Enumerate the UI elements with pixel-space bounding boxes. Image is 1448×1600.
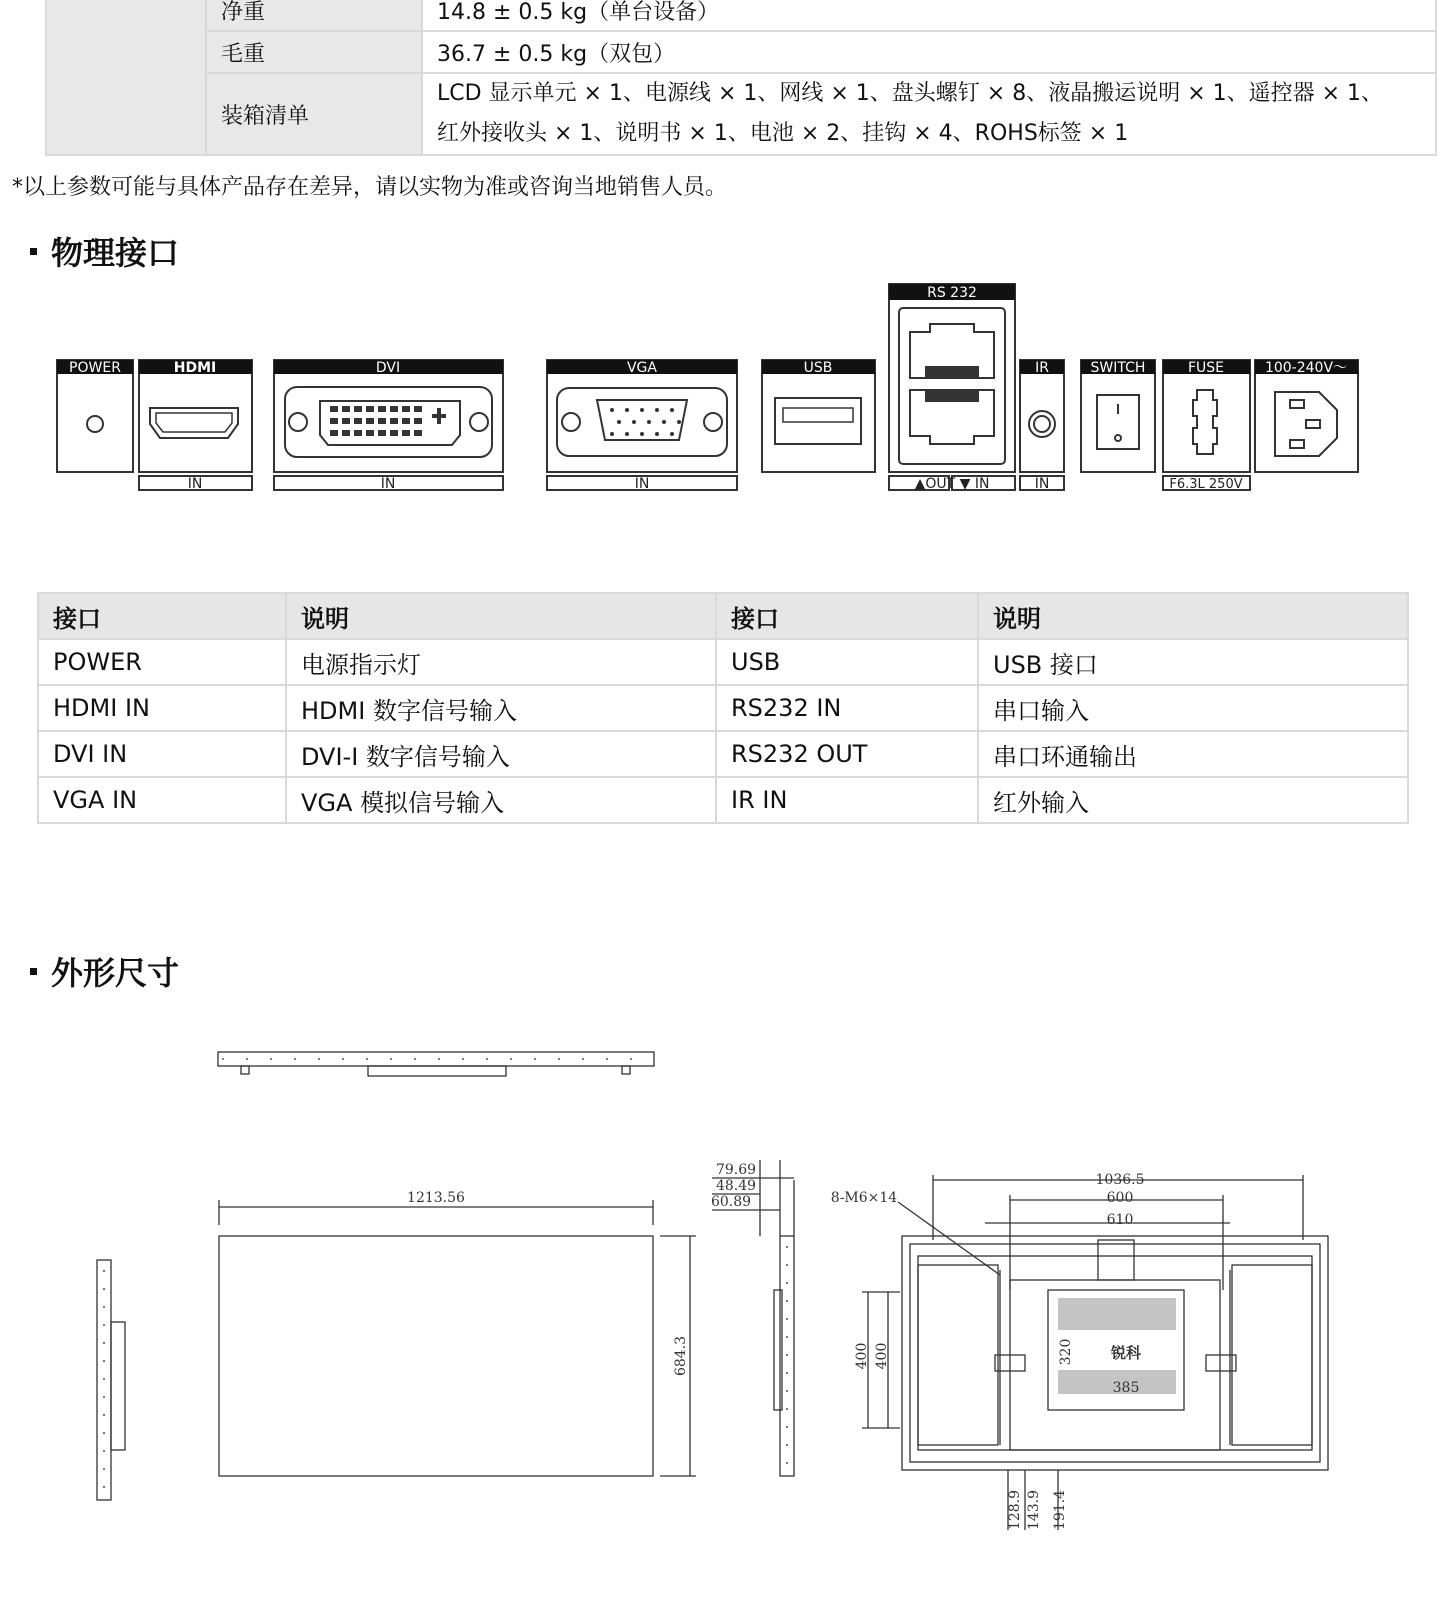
spec-value (422, 73, 1436, 155)
dim-bottom-2: 143.9 (1026, 1489, 1042, 1531)
top-view (218, 1052, 654, 1066)
label-dvi-in: IN (380, 476, 396, 492)
dim-width: 1213.56 (407, 1190, 465, 1206)
spec-note: *以上参数可能与具体产品存在差异，请以实物为准或咨询当地销售人员。 (12, 175, 728, 200)
table-cell: DVI IN (38, 731, 286, 777)
label-ac: 100-240V～ (1264, 360, 1348, 376)
dim-screw: 8-M6×14 (830, 1190, 898, 1206)
table-cell: 串口输入 (978, 685, 1408, 731)
table-cell: USB (716, 639, 978, 685)
ir-jack-icon (1029, 411, 1055, 437)
dim-vesa-400b: 400 (874, 1342, 890, 1370)
dvi-port (274, 360, 503, 472)
spec-category (46, 0, 206, 155)
label-rs232-outin: ▲OUT ▼ IN (914, 476, 990, 492)
table-cell: 电源指示灯 (286, 639, 716, 685)
table-row (38, 731, 1408, 777)
table-cell: RS232 OUT (716, 731, 978, 777)
ports-header: 说明 (978, 593, 1408, 639)
fuse-holder-icon (1193, 390, 1217, 454)
label-power: POWER (69, 360, 121, 376)
spec-value: 36.7 ± 0.5 kg（双包） (422, 31, 1436, 73)
label-switch: SWITCH (1090, 360, 1146, 376)
dim-rear-width: 1036.5 (1095, 1172, 1145, 1188)
label-usb: USB (803, 360, 833, 376)
dim-bottom-1: 128.9 (1007, 1489, 1023, 1531)
label-fuse: FUSE (1187, 360, 1225, 376)
table-cell: HDMI 数字信号输入 (286, 685, 716, 731)
ports-header: 接口 (38, 593, 286, 639)
dimension-drawings (0, 1040, 1448, 1600)
spec-label: 毛重 (206, 31, 422, 73)
label-rs232: RS 232 (927, 285, 977, 301)
brand-logo: 锐科 (1110, 1344, 1142, 1362)
table-cell: HDMI IN (38, 685, 286, 731)
dim-rail-610: 610 (1106, 1212, 1134, 1228)
power-led-icon (87, 416, 103, 432)
table-cell: USB 接口 (978, 639, 1408, 685)
packing-line-1: LCD 显示单元 × 1、电源线 × 1、网线 × 1、盘头螺钉 × 8、液晶搬运说明 × 1、遥控器 × 1、 (437, 81, 1384, 106)
dim-height: 684.3 (673, 1335, 689, 1377)
table-cell: POWER (38, 639, 286, 685)
table-cell: 串口环通输出 (978, 731, 1408, 777)
dim-box-320: 320 (1058, 1338, 1074, 1366)
table-cell: IR IN (716, 777, 978, 823)
label-hdmi: HDMI (173, 360, 217, 376)
table-cell: VGA IN (38, 777, 286, 823)
table-cell: VGA 模拟信号输入 (286, 777, 716, 823)
spec-label: 装箱清单 (206, 73, 422, 155)
label-fuse-rating: F6.3L 250V (1169, 477, 1243, 492)
front-view (219, 1236, 653, 1476)
label-ir-in: IN (1034, 476, 1050, 492)
table-row (38, 685, 1408, 731)
vga-connector-icon (557, 388, 727, 456)
usb-connector-icon (775, 398, 861, 444)
label-hdmi-in: IN (187, 476, 203, 492)
ports-header: 说明 (286, 593, 716, 639)
switch-port (1081, 360, 1155, 472)
fuse-port (1163, 360, 1250, 472)
table-row (38, 777, 1408, 823)
dim-depth-c: 60.89 (710, 1194, 752, 1210)
section-title-dimensions: 外形尺寸 (30, 948, 179, 994)
section-title-ports: 物理接口 (30, 228, 179, 274)
usb-port (762, 360, 875, 472)
bullet-icon (30, 968, 37, 975)
ports-header: 接口 (716, 593, 978, 639)
table-cell: DVI-I 数字信号输入 (286, 731, 716, 777)
dim-depth-a: 79.69 (715, 1162, 757, 1178)
table-row (38, 639, 1408, 685)
label-ir: IR (1035, 360, 1049, 376)
table-cell: RS232 IN (716, 685, 978, 731)
bullet-icon (30, 248, 37, 255)
dim-box-385: 385 (1112, 1380, 1140, 1396)
rear-panel-diagram (0, 280, 1448, 510)
spec-label: 净重 (206, 0, 422, 31)
label-vga-in: IN (634, 476, 650, 492)
label-dvi: DVI (375, 360, 401, 376)
dim-bottom-3: 191.4 (1052, 1489, 1068, 1531)
packing-line-2: 红外接收头 × 1、说明书 × 1、电池 × 2、挂钩 × 4、ROHS标签 × 1 (437, 121, 1129, 146)
spec-value: 14.8 ± 0.5 kg（单台设备） (422, 0, 1436, 31)
dim-vesa-400a: 400 (854, 1342, 870, 1370)
ports-table (37, 592, 1409, 824)
label-vga: VGA (626, 360, 658, 376)
dim-depth-b: 48.49 (715, 1178, 757, 1194)
spec-table (45, 0, 1437, 156)
dim-vesa-600: 600 (1106, 1190, 1134, 1206)
table-cell: 红外输入 (978, 777, 1408, 823)
